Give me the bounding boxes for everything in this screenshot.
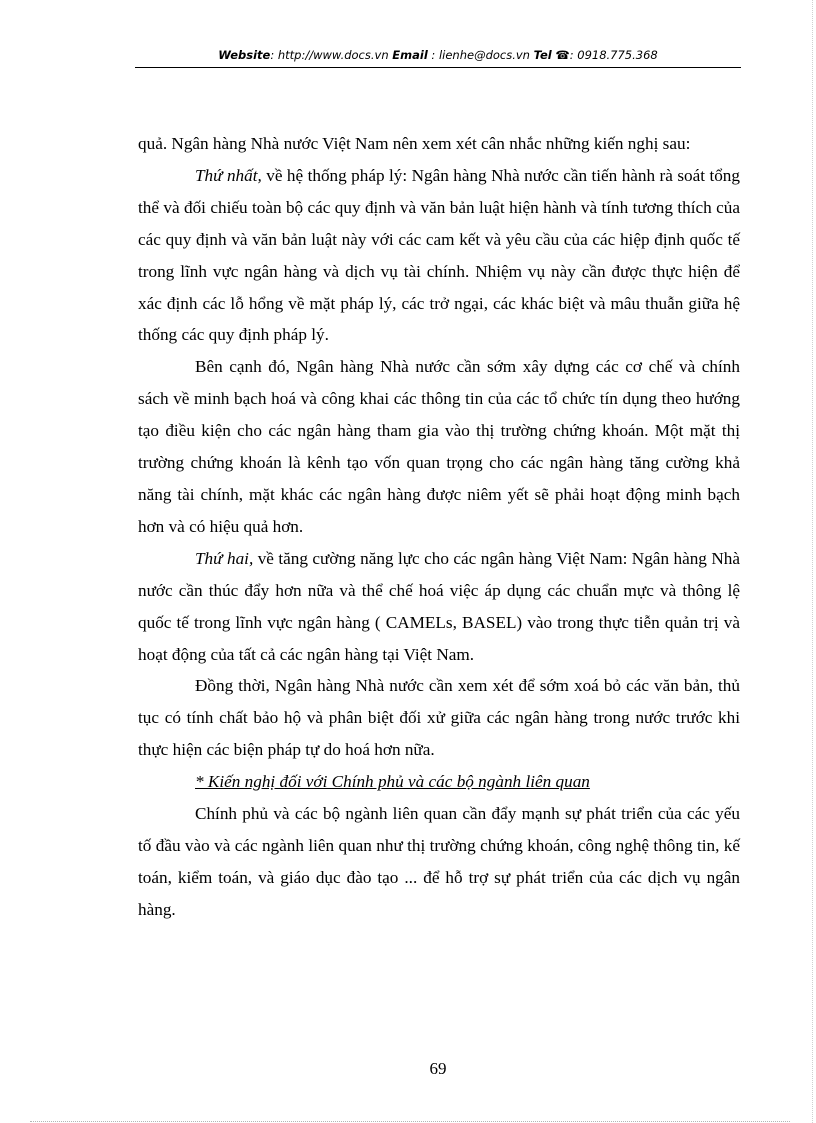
page-header [135, 48, 741, 62]
header-divider [135, 67, 741, 68]
paragraph-4-lead: Thứ hai, [195, 548, 254, 568]
section-heading-text: * Kiến nghị đối với Chính phủ và các bộ ngành liên quan [195, 772, 590, 792]
tel-label: Tel [533, 48, 552, 62]
email-label: Email [392, 48, 428, 62]
page-number: 69 [429, 1059, 447, 1078]
page-right-border [812, 0, 813, 1123]
website-url[interactable]: : http://www.docs.vn [270, 48, 393, 62]
paragraph-1: quả. Ngân hàng Nhà nước Việt Nam nên xem xét cân nhắc những kiến nghị sau: [138, 134, 691, 153]
paragraph-5: Đồng thời, Ngân hàng Nhà nước cần xem xét để sớm xoá bỏ các văn bản, thủ tục có tính chất bảo hộ và phân biệt đối xử giữa các ngân hàng trong nước trước khi thực hiện các biện pháp tự do hoá hơn nữa. [138, 676, 740, 760]
section-heading [138, 766, 740, 798]
paragraph-4 [138, 543, 740, 671]
paragraph-2-lead: Thứ nhất, [195, 165, 262, 185]
email-address[interactable]: : lienhe@docs.vn [427, 48, 534, 62]
page-bottom-border [30, 1121, 790, 1122]
paragraph-4-text: về tăng cường năng lực cho các ngân hàng Việt Nam: Ngân hàng Nhà nước cần thúc đẩy hơn nữa và thể chế hoá việc áp dụng các chuẩn mực và thông lệ quốc tế trong lĩnh vực ngân hàng ( CAMELs, BASEL) vào trong thực tiễn quản trị và hoạt động của tất cả các ngân hàng tại Việt Nam. [138, 548, 740, 664]
tel-number: : 0918.775.368 [569, 48, 658, 62]
paragraph-3: Bên cạnh đó, Ngân hàng Nhà nước cần sớm xây dựng các cơ chế và chính sách về minh bạch hoá và công khai các thông tin của các tổ chức tín dụng theo hướng tạo điều kiện cho các ngân hàng tham gia vào thị trường chứng khoán. Một mặt thị trường chứng khoán là kênh tạo vốn quan trọng cho các ngân hàng tăng cường khả năng tài chính, mặt khác các ngân hàng được niêm yết sẽ phải hoạt động minh bạch hơn và có hiệu quả hơn. [138, 357, 740, 536]
paragraph-6: Chính phủ và các bộ ngành liên quan cần đẩy mạnh sự phát triển của các yếu tố đầu vào và các ngành liên quan như thị trường chứng khoán, công nghệ thông tin, kế toán, kiểm toán, và giáo dục đào tạo ... để hỗ trợ sự phát triển của các dịch vụ ngân hàng. [138, 804, 740, 919]
paragraph-2 [138, 160, 740, 351]
website-label: Website [218, 48, 271, 62]
paragraph-2-text: về hệ thống pháp lý: Ngân hàng Nhà nước cần tiến hành rà soát tổng thể và đối chiếu toàn bộ các quy định và văn bản luật hiện hành và tính tương thích của các quy định và văn bản luật này với các cam kết và yêu cầu của các hiệp định quốc tế trong lĩnh vực ngân hàng và dịch vụ tài chính. Nhiệm vụ này cần được thực hiện để xác định các lỗ hổng về mặt pháp lý, các trở ngại, các khác biệt và mâu thuẫn giữa hệ thống các quy định pháp lý. [138, 165, 740, 345]
document-body [138, 128, 740, 926]
phone-icon: ☎ [555, 48, 570, 62]
